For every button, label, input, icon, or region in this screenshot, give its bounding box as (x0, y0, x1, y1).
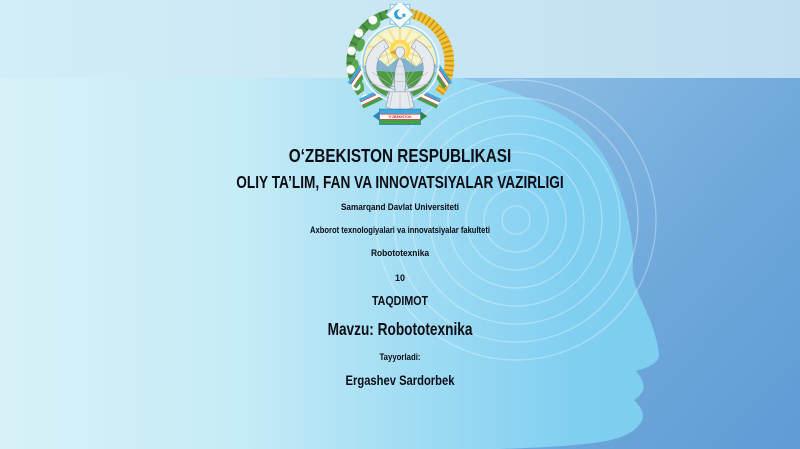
flag-banner (373, 109, 427, 124)
topic-title: Mavzu: Robototexnika (327, 319, 473, 339)
presentation-label: TAQDIMOT (371, 293, 429, 308)
university-name: Samarqand Davlat Universiteti (340, 202, 460, 213)
title-country: O‘ZBEKISTON RESPUBLIKASI (288, 146, 512, 166)
faculty-name: Axborot texnologiyalari va innovatsiyalar fakulteti (310, 225, 490, 236)
author-name: Ergashev Sardorbek (345, 372, 455, 388)
prepared-by-label: Tayyorladi: (379, 352, 421, 363)
emblem-banner-text: O‘ZBEKISTON (388, 115, 412, 120)
subject-name: Robototexnika (370, 248, 430, 259)
group-number: 10 (394, 273, 405, 283)
uzbekistan-state-emblem (330, 3, 470, 134)
octagram-crescent-icon (386, 3, 414, 28)
title-ministry: OLIY TA’LIM, FAN VA INNOVATSIYALAR VAZIRLIGI (236, 172, 564, 192)
